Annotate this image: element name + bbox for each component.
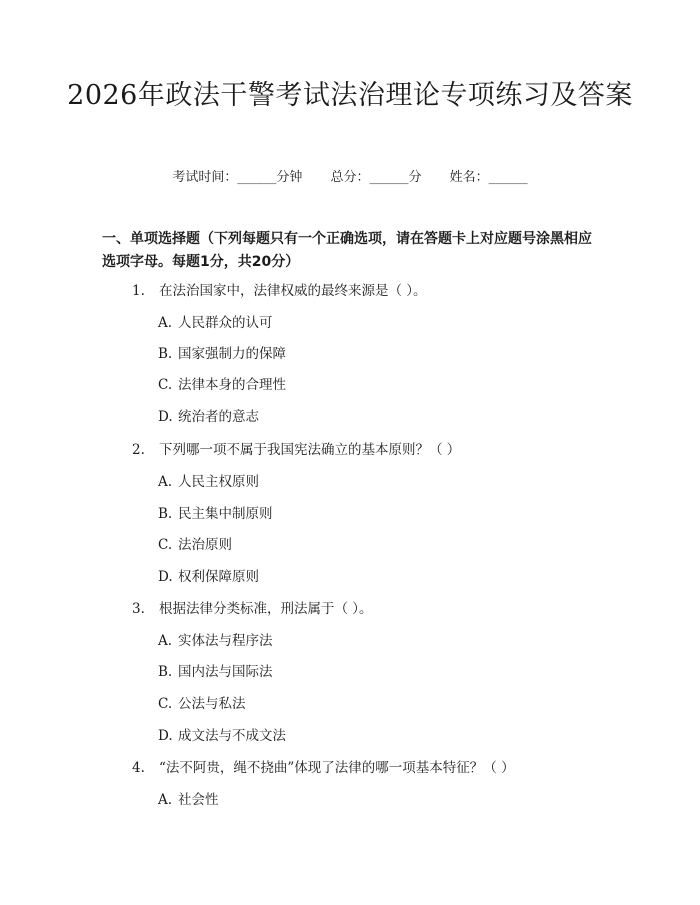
question-text: 在法治国家中，法律权威的最终来源是（ ）。 [159,283,427,299]
option-3a [158,631,273,651]
option-key: B. [158,346,173,362]
option-text: 法治原则 [178,537,232,553]
option-key: D. [158,569,173,585]
document-title: 2026年政法干警考试法治理论专项练习及答案 [67,80,633,111]
option-text: 社会性 [178,792,219,808]
exam-info-row [0,168,700,188]
option-key: D. [158,728,173,744]
option-text: 人民群众的认可 [178,315,273,331]
question-number: 4. [132,760,145,776]
option-key: C. [158,377,173,393]
option-key: A. [158,633,173,649]
question-1 [132,281,427,301]
option-text: 权利保障原则 [178,569,259,585]
option-text: 法律本身的合理性 [178,377,286,393]
option-1c [158,375,286,395]
option-text: 实体法与程序法 [178,633,273,649]
question-number: 2. [132,442,145,458]
option-text: 国内法与国际法 [178,664,273,680]
question-number: 3. [132,601,145,617]
question-2 [132,440,460,460]
option-text: 公法与私法 [178,696,246,712]
section-heading: 一、单项选择题（下列每题只有一个正确选项，请在答题卡上对应题号涂黑相应选项字母。每题1分，共20分） [102,231,592,270]
option-text: 成文法与不成文法 [178,728,286,744]
option-2d [158,567,259,587]
option-text: 人民主权原则 [178,474,259,490]
option-1d [158,407,259,427]
option-2c [158,535,232,555]
option-2b [158,504,273,524]
option-key: C. [158,696,173,712]
option-4a [158,790,219,810]
option-key: A. [158,315,173,331]
option-key: B. [158,664,173,680]
option-key: A. [158,792,173,808]
question-4 [132,758,515,778]
exam-time-field: 考试时间：______分钟 [172,170,303,185]
total-score-field: 总分：______分 [330,170,422,185]
option-1b [158,344,286,364]
option-text: 统治者的意志 [178,409,259,425]
option-2a [158,472,259,492]
option-1a [158,313,273,333]
option-key: D. [158,409,173,425]
option-3c [158,694,246,714]
name-field: 姓名：______ [449,170,528,185]
option-3d [158,726,286,746]
option-text: 民主集中制原则 [178,506,273,522]
question-number: 1. [132,283,145,299]
question-3 [132,599,373,619]
option-key: B. [158,506,173,522]
question-text: 根据法律分类标准，刑法属于（ ）。 [159,601,373,617]
option-3b [158,662,273,682]
question-text: 下列哪一项不属于我国宪法确立的基本原则？（ ） [159,442,461,458]
option-key: C. [158,537,173,553]
option-key: A. [158,474,173,490]
question-text: “法不阿贵，绳不挠曲”体现了法律的哪一项基本特征？（ ） [159,760,515,776]
option-text: 国家强制力的保障 [178,346,286,362]
